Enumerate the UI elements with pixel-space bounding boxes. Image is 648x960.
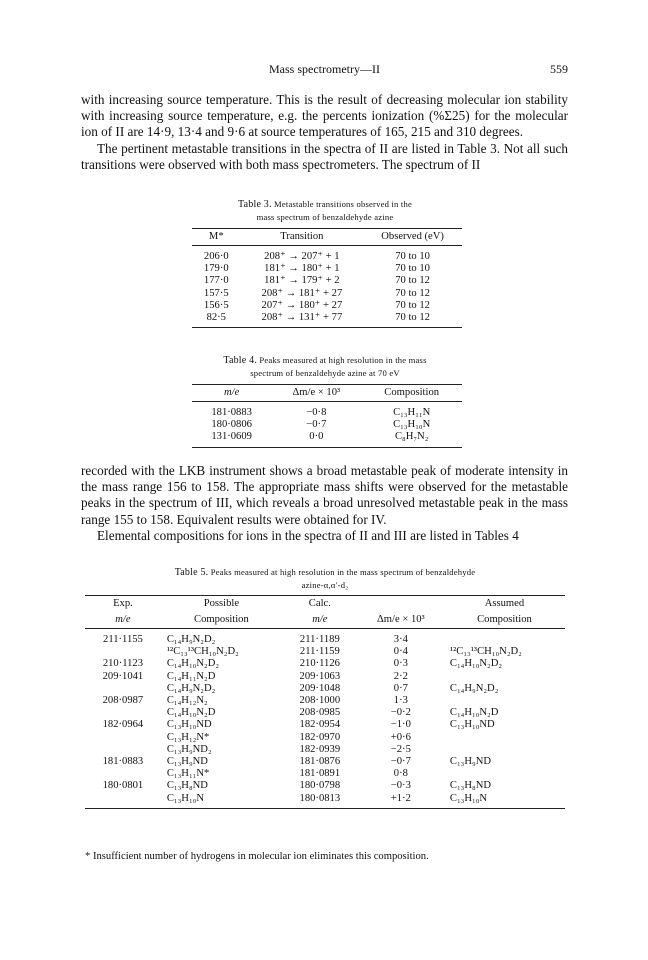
table5-head-delta: Δm/e × 10³ — [358, 612, 444, 629]
table-cell: C₁₃H₈ND — [166, 780, 208, 792]
table-cell: 182·0970 — [299, 731, 341, 743]
table-row — [85, 695, 565, 707]
table-cell: 180·0806 — [211, 419, 252, 431]
table4-col-composition: Composition — [361, 385, 462, 402]
paragraph-2: The pertinent metastable transitions in the spectra of II are listed in Table 3. Not all such transitions were observed with both mass spectrometers. The spectrum of II — [81, 140, 568, 172]
table-cell: C₁₄H₁₁N₂D — [166, 670, 216, 682]
table-cell: 131·0609 — [192, 431, 271, 447]
table-cell: C₁₄H₁₀N₂D₂ — [449, 658, 503, 670]
table5-head-exp-me: m/e — [85, 612, 161, 629]
table-cell: 182·0954 — [299, 719, 341, 731]
table-cell — [85, 646, 161, 658]
table-row — [85, 658, 565, 670]
table-cell: 210·1126 — [299, 658, 340, 670]
table-cell: 208⁺ → 131⁺ + 77 — [241, 312, 364, 328]
table-row — [85, 683, 565, 695]
table5-head-possible: Possible — [161, 596, 282, 613]
table-cell: 209·1041 — [102, 670, 144, 682]
table-cell: ¹²C₁₃¹³CH₁₀N₂D₂ — [166, 646, 239, 658]
table5-head-exp: Exp. — [85, 596, 161, 613]
table-cell: 209·1063 — [299, 670, 341, 682]
table-row — [192, 275, 462, 287]
table-cell — [85, 732, 161, 744]
paragraph-1: with increasing source temperature. This is the result of decreasing molecular ion stability with increasing source temperature, e.g. the percents ionization (%Σ25) for the molecular ion of II are 14·9, 13·4 and 9·6 at source temperatures of 165, 215 and 310 degrees. — [81, 92, 568, 140]
table-cell: 70 to 10 — [395, 263, 430, 275]
table-cell: 157·5 — [203, 287, 229, 299]
table-cell: C₁₃H₁₀ND — [166, 719, 212, 731]
table-cell: 70 to 12 — [395, 287, 430, 299]
table-cell: −0·3 — [390, 780, 411, 792]
table-row — [85, 671, 565, 683]
table-cell: 1·3 — [393, 695, 408, 707]
table-cell: 208·0985 — [299, 707, 341, 719]
table-row — [192, 431, 462, 447]
table-3 — [192, 228, 462, 328]
table3-col-transition: Transition — [241, 229, 364, 246]
table-cell: 82·5 — [192, 312, 241, 328]
table5-head-calc-me: m/e — [282, 612, 358, 629]
table-cell: C₁₄H₁₀N₂D₂ — [166, 658, 220, 670]
table-row — [85, 646, 565, 658]
table-cell: C₁₄H₉N₂D₂ — [166, 634, 216, 645]
table-row — [192, 288, 462, 300]
table-cell: 179·0 — [203, 263, 229, 275]
table3-label: Table 3. — [238, 199, 272, 210]
table-cell — [444, 732, 565, 744]
table5-caption-line1: Peaks measured at high resolution in the mass spectrum of benzaldehyde — [210, 567, 476, 577]
table-cell: 208⁺ → 207⁺ + 1 — [264, 251, 340, 262]
table-cell: C₁₃H₈ND — [449, 780, 492, 792]
table3-col-mstar: M* — [192, 229, 241, 246]
table-cell: 182·0964 — [102, 719, 144, 731]
table-row — [85, 793, 565, 809]
table-5 — [85, 595, 565, 809]
table-cell: 177·0 — [203, 275, 229, 287]
table-cell: +0·6 — [390, 731, 411, 743]
table-cell: 182·0939 — [299, 743, 341, 755]
table-cell: 156·5 — [203, 299, 229, 311]
table-cell: 208·1000 — [299, 695, 341, 707]
table-cell: 2·2 — [393, 670, 408, 682]
table-cell: 70 to 12 — [395, 299, 430, 311]
table-cell: 180·0801 — [102, 780, 144, 792]
table-cell — [444, 671, 565, 683]
table-cell: 181·0883 — [102, 756, 144, 768]
table-cell: C₁₄H₁₂N₂ — [166, 695, 208, 707]
table-cell: 211·1155 — [103, 634, 143, 645]
table3-caption-line1: Metastable transitions observed in the — [274, 199, 412, 209]
table-cell: −0·2 — [390, 707, 411, 719]
paragraph-3: recorded with the LKB instrument shows a broad metastable peak of moderate intensity in the mass range 156 to 158. The appropriate mass shifts were observed for the metastable peaks in the spectrum of III, which reveals a broad unresolved metastable peak in the mass range 155 to 158. Equivalent results were obtained for IV. — [81, 463, 568, 527]
table-cell: C₁₄H₁₀N₂D — [449, 707, 499, 719]
table-cell: 0·7 — [393, 682, 408, 694]
table-cell: −2·5 — [390, 743, 411, 755]
table5-head-composition: Composition — [161, 612, 282, 629]
table-cell: 0·4 — [393, 646, 408, 658]
table-row — [192, 246, 462, 264]
table-cell: −0·8 — [306, 407, 327, 418]
table-cell: 0·8 — [393, 768, 408, 780]
table-cell: C₁₃H₉ND — [166, 756, 208, 768]
table-cell: C₁₃H₁₀N — [393, 419, 431, 431]
table4-label: Table 4. — [223, 355, 258, 366]
table-cell: C₁₃H₉ND — [449, 756, 492, 768]
table-cell: 211·1159 — [299, 646, 340, 658]
table-cell — [85, 793, 161, 809]
table4-col-me: m/e — [192, 385, 271, 402]
table-cell: −1·0 — [390, 719, 411, 731]
table-cell: +1·2 — [358, 793, 444, 809]
table-cell: 70 to 10 — [395, 251, 430, 262]
table-cell: 208⁺ → 181⁺ + 27 — [261, 287, 343, 299]
table5-head-empty — [358, 596, 444, 613]
table-cell: ¹²C₁₃¹³CH₁₀N₂D₂ — [449, 646, 522, 658]
table-cell: 70 to 12 — [395, 275, 430, 287]
table-4 — [192, 384, 462, 448]
table-cell: C₁₃H₁₂N* — [166, 731, 210, 743]
table-cell: C₁₃H₁₁N* — [166, 768, 210, 780]
table-cell: 206·0 — [203, 251, 229, 262]
table-cell — [444, 629, 565, 647]
table-row — [192, 402, 462, 420]
table4-caption-line1: Peaks measured at high resolution in the mass — [259, 355, 427, 365]
table-cell — [85, 683, 161, 695]
table-cell — [444, 768, 565, 780]
table-cell: 180·0813 — [282, 793, 358, 809]
table3-caption — [150, 198, 500, 223]
table-cell: C₁₃H₁₀N — [444, 793, 565, 809]
table-cell: C₁₃H₁₀ND — [449, 719, 495, 731]
table-cell: 211·1189 — [299, 634, 340, 645]
paragraph-4: Elemental compositions for ions in the spectra of II and III are listed in Tables 4 — [97, 527, 519, 543]
table-row — [192, 312, 462, 328]
table-cell: 207⁺ → 180⁺ + 27 — [261, 299, 343, 311]
table-cell: 180·0798 — [299, 780, 341, 792]
table-cell: 0·3 — [393, 658, 408, 670]
table4-caption — [150, 354, 500, 379]
running-title: Mass spectrometry—II — [269, 62, 380, 76]
table-cell: C₁₃H₁₀N — [161, 793, 282, 809]
table-row — [85, 768, 565, 780]
table-cell: 181·0876 — [299, 756, 341, 768]
table-cell: 0·0 — [271, 431, 361, 447]
table3-caption-line2: mass spectrum of benzaldehyde azine — [256, 212, 394, 222]
table5-head-calc: Calc. — [282, 596, 358, 613]
table-row — [85, 707, 565, 719]
table-cell: C₁₃H₁₁N — [393, 407, 431, 418]
table-cell — [85, 744, 161, 756]
table-cell: 209·1048 — [299, 682, 341, 694]
table-cell: −0·7 — [390, 756, 411, 768]
table-row — [85, 756, 565, 768]
table-cell — [444, 695, 565, 707]
table-cell: C₁₄H₉N₂D₂ — [449, 682, 499, 694]
table3-col-observed: Observed (eV) — [363, 229, 462, 246]
table-row — [85, 719, 565, 731]
table-cell: 181·0883 — [211, 407, 252, 418]
table-row — [85, 629, 565, 647]
table-cell: 3·4 — [393, 634, 408, 645]
table-row — [192, 263, 462, 275]
table-row — [192, 419, 462, 431]
table-row — [85, 780, 565, 792]
table5-footnote: * Insufficient number of hydrogens in molecular ion eliminates this composition. — [85, 851, 429, 862]
table-cell — [85, 707, 161, 719]
table-cell: 181⁺ → 180⁺ + 1 — [264, 263, 340, 275]
table-cell: C₈H₇N₂ — [361, 431, 462, 447]
table-row — [192, 300, 462, 312]
table-cell: C₁₃H₉ND₂ — [166, 743, 212, 755]
table-cell: C₁₄H₉N₂D₂ — [166, 682, 216, 694]
body-text-top — [81, 92, 568, 173]
table-cell: 70 to 12 — [363, 312, 462, 328]
table4-col-delta: Δm/e × 10³ — [271, 385, 361, 402]
table5-head-assumed-composition: Composition — [444, 612, 565, 629]
table-cell: 181⁺ → 179⁺ + 2 — [264, 275, 340, 287]
table4-caption-line2: spectrum of benzaldehyde azine at 70 eV — [250, 368, 400, 378]
table-row — [85, 744, 565, 756]
table-cell: C₁₄H₁₀N₂D — [166, 707, 216, 719]
table-cell: 181·0891 — [299, 768, 341, 780]
table-cell — [85, 768, 161, 780]
table-cell — [444, 744, 565, 756]
table5-label: Table 5. — [174, 567, 209, 578]
body-text-middle — [81, 463, 568, 544]
table-cell: −0·7 — [306, 419, 327, 431]
table-cell: 208·0987 — [102, 695, 144, 707]
page-number: 559 — [550, 62, 568, 76]
table-row — [85, 732, 565, 744]
table-cell: 210·1123 — [102, 658, 144, 670]
table5-caption — [90, 566, 560, 591]
table5-head-assumed: Assumed — [444, 596, 565, 613]
table5-caption-line2: azine-α,α′-d₂ — [301, 580, 349, 590]
